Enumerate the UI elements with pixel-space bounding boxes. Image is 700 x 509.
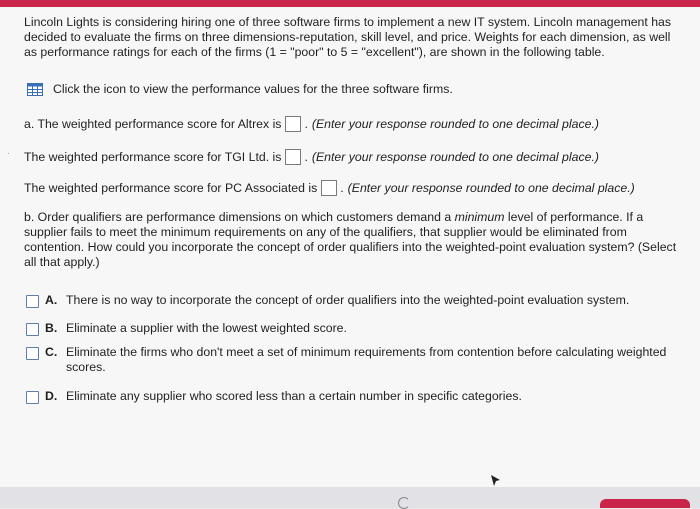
tgi-score-input[interactable] [285, 149, 301, 165]
part-b-question [24, 210, 684, 270]
period: . [340, 181, 344, 195]
refresh-icon[interactable] [398, 497, 410, 509]
part-b-question-em: minimum [454, 210, 505, 224]
option-a-text[interactable]: There is no way to incorporate the concept of order qualifiers into the weighted-point evaluation system. [66, 293, 630, 307]
top-accent-bar [0, 0, 700, 7]
table-grid-icon[interactable] [27, 83, 43, 96]
problem-intro: Lincoln Lights is considering hiring one of three software firms to implement a new IT system. Lincoln management has decided to evaluate the firms on three dimensions-reputation, skill level, and price. Weights for each dimension, as well as performance ratings for each of the firms (1 = "poor" to 5 = "excellent"), are shown in the following table. [24, 15, 672, 59]
part-b-question-post: level of performance. If a supplier fails to meet the minimum requirements on any of the qualifiers, that supplier would be eliminated from contention. How could you incorporate the concept of order qualifiers into the weighted-point evaluation system? (Select all that apply.) [24, 210, 677, 269]
altrex-score-label: a. The weighted performance score for Altrex is [24, 117, 282, 131]
option-d-checkbox[interactable] [26, 391, 39, 404]
pc-score-label: The weighted performance score for PC Associated is [24, 181, 318, 195]
option-d-letter: D. [45, 389, 58, 403]
period: . [304, 117, 308, 131]
option-b-checkbox[interactable] [26, 323, 39, 336]
option-a[interactable] [26, 293, 686, 308]
table-link[interactable] [27, 82, 453, 96]
rounding-hint: (Enter your response rounded to one decimal place.) [311, 117, 599, 131]
table-link-text[interactable]: Click the icon to view the performance values for the three software firms. [53, 82, 453, 96]
rounding-hint: (Enter your response rounded to one decimal place.) [311, 150, 599, 164]
option-b-letter: B. [45, 321, 58, 335]
option-a-letter: A. [45, 293, 58, 307]
margin-mark: · [7, 148, 10, 158]
pc-score-row [24, 180, 635, 196]
bottom-accent-tab[interactable] [600, 499, 690, 508]
tgi-score-label: The weighted performance score for TGI Ltd. is [24, 150, 282, 164]
option-b[interactable] [26, 321, 686, 336]
altrex-score-input[interactable] [285, 116, 301, 132]
option-c-checkbox[interactable] [26, 347, 39, 360]
option-b-text[interactable]: Eliminate a supplier with the lowest weighted score. [66, 321, 347, 335]
tgi-score-row [24, 149, 599, 165]
pc-score-input[interactable] [321, 180, 337, 196]
part-b-question-pre: b. Order qualifiers are performance dimensions on which customers demand a [24, 210, 455, 224]
period: . [304, 150, 308, 164]
mouse-cursor-icon [490, 474, 502, 488]
altrex-score-row [24, 116, 599, 132]
option-a-checkbox[interactable] [26, 295, 39, 308]
option-d-text[interactable]: Eliminate any supplier who scored less than a certain number in specific categories. [66, 389, 522, 403]
option-c[interactable] [26, 345, 686, 375]
option-d[interactable] [26, 389, 686, 404]
bottom-bar [0, 487, 700, 508]
option-c-letter: C. [45, 345, 58, 359]
option-c-text[interactable]: Eliminate the firms who don't meet a set of minimum requirements from contention before calculating weighted scores. [66, 345, 667, 374]
rounding-hint: (Enter your response rounded to one decimal place.) [347, 181, 635, 195]
